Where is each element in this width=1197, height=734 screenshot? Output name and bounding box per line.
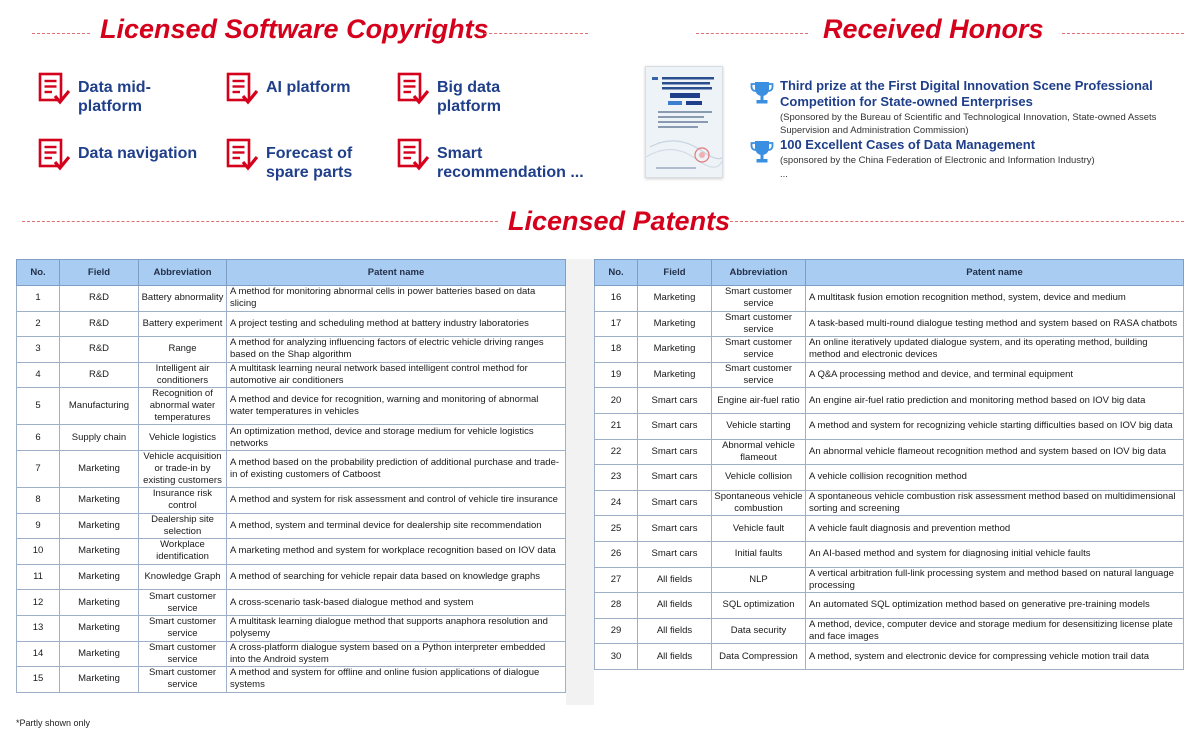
patents-title-rule-right	[730, 221, 1184, 222]
patent-no-cell: 14	[17, 641, 60, 667]
table-row	[17, 286, 566, 312]
software-title-rule-right	[484, 33, 588, 34]
table-row	[17, 667, 566, 693]
patent-abbreviation-cell: Vehicle fault	[712, 516, 806, 542]
patent-field-cell: Marketing	[60, 641, 139, 667]
patent-abbreviation-cell: Smart customer service	[712, 286, 806, 312]
patent-abbreviation-cell: Workplace identification	[139, 539, 227, 565]
patent-no-cell: 16	[595, 286, 638, 312]
patent-abbreviation-cell: SQL optimization	[712, 593, 806, 619]
document-check-icon	[397, 138, 429, 172]
table-row	[17, 487, 566, 513]
patent-abbreviation-cell: Vehicle starting	[712, 413, 806, 439]
table-row	[17, 388, 566, 425]
patent-name-cell: An online iteratively updated dialogue system, and its operating method, building method and electronic devices	[806, 337, 1184, 363]
patent-abbreviation-cell: Data Compression	[712, 644, 806, 670]
table-row	[595, 593, 1184, 619]
patent-field-cell: Marketing	[638, 362, 712, 388]
patent-name-cell: A method and system for offline and online fusion applications of dialogue systems	[227, 667, 566, 693]
patent-field-cell: Marketing	[60, 513, 139, 539]
patent-field-cell: Marketing	[638, 337, 712, 363]
table-row	[595, 618, 1184, 644]
patent-field-cell: R&D	[60, 286, 139, 312]
patent-name-cell: An optimization method, device and storage medium for vehicle logistics networks	[227, 425, 566, 451]
patent-field-cell: Marketing	[638, 311, 712, 337]
patent-abbreviation-cell: Vehicle logistics	[139, 425, 227, 451]
column-header-field: Field	[638, 260, 712, 286]
patent-field-cell: Marketing	[60, 667, 139, 693]
certificate-illustration	[646, 67, 723, 178]
patent-field-cell: Supply chain	[60, 425, 139, 451]
patent-no-cell: 29	[595, 618, 638, 644]
patent-field-cell: Smart cars	[638, 541, 712, 567]
table-row	[17, 425, 566, 451]
patent-abbreviation-cell: Battery abnormality	[139, 286, 227, 312]
patent-name-cell: An engine air-fuel ratio prediction and monitoring method based on IOV big data	[806, 388, 1184, 414]
patent-no-cell: 25	[595, 516, 638, 542]
patent-no-cell: 17	[595, 311, 638, 337]
table-header-row	[595, 260, 1184, 286]
table-row	[17, 615, 566, 641]
table-row	[595, 439, 1184, 465]
patent-field-cell: Manufacturing	[60, 388, 139, 425]
software-title-rule-left	[32, 33, 90, 34]
honor-sponsor: (Sponsored by the Bureau of Scientific and Technological Innovation, State-owned Assets Supervision and Administration Commission)	[780, 112, 1157, 136]
patent-abbreviation-cell: Dealership site selection	[139, 513, 227, 539]
patent-name-cell: A method and system for recognizing vehicle starting difficulties based on IOV big data	[806, 413, 1184, 439]
patent-no-cell: 3	[17, 337, 60, 363]
patent-field-cell: Marketing	[60, 615, 139, 641]
table-row	[17, 450, 566, 487]
honor-text	[780, 137, 1095, 181]
patent-no-cell: 8	[17, 487, 60, 513]
table-row	[17, 362, 566, 388]
patent-abbreviation-cell: Smart customer service	[139, 641, 227, 667]
column-header-no: No.	[595, 260, 638, 286]
patent-name-cell: A method, device, computer device and storage medium for desensitizing license plate and face images	[806, 618, 1184, 644]
table-row	[595, 541, 1184, 567]
table-row	[595, 362, 1184, 388]
table-row	[595, 644, 1184, 670]
patent-abbreviation-cell: Smart customer service	[712, 311, 806, 337]
patent-name-cell: A method based on the probability prediction of additional purchase and trade-in of existing customers of Catboost	[227, 450, 566, 487]
patent-name-cell: An AI-based method and system for diagnosing initial vehicle faults	[806, 541, 1184, 567]
patent-abbreviation-cell: Data security	[712, 618, 806, 644]
patent-name-cell: A vehicle fault diagnosis and prevention method	[806, 516, 1184, 542]
patent-name-cell: A cross-platform dialogue system based on a Python interpreter embedded into the Android system	[227, 641, 566, 667]
table-row	[17, 513, 566, 539]
patent-name-cell: An abnormal vehicle flameout recognition method and system based on IOV big data	[806, 439, 1184, 465]
patent-abbreviation-cell: Intelligent air conditioners	[139, 362, 227, 388]
patent-no-cell: 2	[17, 311, 60, 337]
patent-abbreviation-cell: Engine air-fuel ratio	[712, 388, 806, 414]
patent-no-cell: 5	[17, 388, 60, 425]
table-gap	[566, 259, 594, 705]
patent-abbreviation-cell: Spontaneous vehicle combustion	[712, 490, 806, 516]
patent-abbreviation-cell: NLP	[712, 567, 806, 593]
patent-abbreviation-cell: Vehicle collision	[712, 465, 806, 491]
patent-no-cell: 26	[595, 541, 638, 567]
patent-name-cell: A vehicle collision recognition method	[806, 465, 1184, 491]
table-row	[595, 337, 1184, 363]
trophy-icon	[750, 80, 774, 106]
honor-item-first	[750, 78, 1170, 137]
patent-field-cell: Marketing	[60, 590, 139, 616]
table-row	[17, 539, 566, 565]
software-item-label: Big data platform	[437, 79, 501, 115]
patent-no-cell: 10	[17, 539, 60, 565]
software-item-label: AI platform	[266, 79, 351, 96]
patent-no-cell: 6	[17, 425, 60, 451]
patent-no-cell: 9	[17, 513, 60, 539]
table-row	[595, 567, 1184, 593]
patent-no-cell: 4	[17, 362, 60, 388]
patent-name-cell: A method, system and electronic device for compressing vehicle motion trail data	[806, 644, 1184, 670]
patents-table-left	[16, 259, 566, 693]
patent-no-cell: 24	[595, 490, 638, 516]
patent-name-cell: A vertical arbitration full-link processing system and method based on natural language processing	[806, 567, 1184, 593]
table-row	[17, 311, 566, 337]
trophy-icon	[750, 139, 774, 165]
patent-abbreviation-cell: Smart customer service	[712, 362, 806, 388]
software-item-label: Forecast of spare parts	[266, 145, 353, 181]
honor-title: 100 Excellent Cases of Data Management	[780, 137, 1036, 152]
patent-name-cell: A method for monitoring abnormal cells in power batteries based on data slicing	[227, 286, 566, 312]
table-row	[595, 286, 1184, 312]
patent-name-cell: A cross-scenario task-based dialogue method and system	[227, 590, 566, 616]
document-check-icon	[38, 138, 70, 172]
patent-field-cell: Smart cars	[638, 516, 712, 542]
patent-field-cell: R&D	[60, 362, 139, 388]
patent-name-cell: A multitask fusion emotion recognition method, system, device and medium	[806, 286, 1184, 312]
honor-sponsor: (sponsored by the China Federation of Electronic and Information Industry)	[780, 155, 1095, 166]
patent-field-cell: Smart cars	[638, 413, 712, 439]
patent-name-cell: A marketing method and system for workplace recognition based on IOV data	[227, 539, 566, 565]
patent-no-cell: 7	[17, 450, 60, 487]
patent-field-cell: Smart cars	[638, 490, 712, 516]
patent-name-cell: An automated SQL optimization method based on generative pre-training models	[806, 593, 1184, 619]
column-header-patent-name: Patent name	[806, 260, 1184, 286]
column-header-abbreviation: Abbreviation	[139, 260, 227, 286]
column-header-abbreviation: Abbreviation	[712, 260, 806, 286]
patent-name-cell: A method and system for risk assessment and control of vehicle tire insurance	[227, 487, 566, 513]
column-header-patent-name: Patent name	[227, 260, 566, 286]
patent-abbreviation-cell: Knowledge Graph	[139, 564, 227, 590]
table-row	[17, 337, 566, 363]
software-item-data-mid-platform	[38, 72, 198, 116]
award-certificate-image	[645, 66, 723, 178]
footnote: *Partly shown only	[16, 718, 91, 728]
table-row	[595, 311, 1184, 337]
patents-section-title: Licensed Patents	[508, 206, 731, 236]
patent-name-cell: A multitask learning neural network based intelligent control method for automotive air conditioners	[227, 362, 566, 388]
patent-no-cell: 19	[595, 362, 638, 388]
table-row	[595, 388, 1184, 414]
patent-abbreviation-cell: Smart customer service	[712, 337, 806, 363]
patent-name-cell: A project testing and scheduling method at battery industry laboratories	[227, 311, 566, 337]
patent-field-cell: Marketing	[60, 450, 139, 487]
software-item-smart-recommendation	[397, 138, 592, 182]
patent-field-cell: Marketing	[60, 539, 139, 565]
patent-field-cell: R&D	[60, 311, 139, 337]
patent-name-cell: A method for analyzing influencing factors of electric vehicle driving ranges based on the Shap algorithm	[227, 337, 566, 363]
patent-name-cell: A spontaneous vehicle combustion risk assessment method based on multidimensional sorting and screening	[806, 490, 1184, 516]
patents-title-rule-left	[22, 221, 498, 222]
patent-field-cell: Marketing	[60, 564, 139, 590]
software-item-data-navigation	[38, 138, 213, 172]
honors-title-rule-left	[696, 33, 808, 34]
patent-no-cell: 27	[595, 567, 638, 593]
patent-name-cell: A method of searching for vehicle repair data based on knowledge graphs	[227, 564, 566, 590]
document-check-icon	[397, 72, 429, 106]
software-item-ai-platform	[226, 72, 376, 106]
patent-no-cell: 11	[17, 564, 60, 590]
patent-no-cell: 30	[595, 644, 638, 670]
table-row	[595, 490, 1184, 516]
patent-name-cell: A method and device for recognition, warning and monitoring of abnormal water temperatures in vehicles	[227, 388, 566, 425]
patent-no-cell: 23	[595, 465, 638, 491]
patent-field-cell: Smart cars	[638, 439, 712, 465]
patent-field-cell: Marketing	[60, 487, 139, 513]
patent-field-cell: All fields	[638, 618, 712, 644]
patents-rows-right	[595, 286, 1184, 670]
patent-no-cell: 20	[595, 388, 638, 414]
patent-no-cell: 1	[17, 286, 60, 312]
software-item-forecast-spare-parts	[226, 138, 376, 182]
patent-abbreviation-cell: Vehicle acquisition or trade-in by existing customers	[139, 450, 227, 487]
patent-no-cell: 28	[595, 593, 638, 619]
patent-no-cell: 15	[17, 667, 60, 693]
patent-field-cell: Smart cars	[638, 465, 712, 491]
patent-no-cell: 18	[595, 337, 638, 363]
software-section-title: Licensed Software Copyrights	[100, 14, 489, 44]
table-row	[17, 564, 566, 590]
patent-field-cell: All fields	[638, 593, 712, 619]
patent-no-cell: 22	[595, 439, 638, 465]
table-header-row	[17, 260, 566, 286]
patent-no-cell: 12	[17, 590, 60, 616]
patent-abbreviation-cell: Abnormal vehicle flameout	[712, 439, 806, 465]
table-row	[17, 590, 566, 616]
honor-text	[780, 78, 1170, 137]
patent-name-cell: A multitask learning dialogue method that supports anaphora resolution and polysemy	[227, 615, 566, 641]
software-item-label: Data mid-platform	[78, 79, 151, 115]
patents-rows-left	[17, 286, 566, 693]
patent-field-cell: All fields	[638, 567, 712, 593]
column-header-field: Field	[60, 260, 139, 286]
software-item-label: Smart recommendation ...	[437, 145, 584, 181]
patent-abbreviation-cell: Recognition of abnormal water temperatures	[139, 388, 227, 425]
software-item-big-data-platform	[397, 72, 547, 116]
table-row	[595, 465, 1184, 491]
patent-name-cell: A task-based multi-round dialogue testing method and system based on RASA chatbots	[806, 311, 1184, 337]
table-row	[17, 641, 566, 667]
patent-no-cell: 21	[595, 413, 638, 439]
document-check-icon	[226, 72, 258, 106]
patent-no-cell: 13	[17, 615, 60, 641]
patent-abbreviation-cell: Insurance risk control	[139, 487, 227, 513]
patent-abbreviation-cell: Initial faults	[712, 541, 806, 567]
patent-field-cell: Smart cars	[638, 388, 712, 414]
patent-abbreviation-cell: Battery experiment	[139, 311, 227, 337]
column-header-no: No.	[17, 260, 60, 286]
patent-field-cell: All fields	[638, 644, 712, 670]
honors-title-rule-right	[1062, 33, 1184, 34]
document-check-icon	[226, 138, 258, 172]
patent-name-cell: A method, system and terminal device for dealership site recommendation	[227, 513, 566, 539]
patent-abbreviation-cell: Range	[139, 337, 227, 363]
patent-abbreviation-cell: Smart customer service	[139, 615, 227, 641]
patent-field-cell: R&D	[60, 337, 139, 363]
patent-abbreviation-cell: Smart customer service	[139, 590, 227, 616]
honor-item-second	[750, 137, 1170, 181]
honor-ellipsis: ...	[780, 169, 788, 180]
honor-title: Third prize at the First Digital Innovation Scene Professional Competition for State-owned Enterprises	[780, 78, 1153, 109]
table-row	[595, 516, 1184, 542]
honors-section-title: Received Honors	[823, 14, 1044, 44]
patent-field-cell: Marketing	[638, 286, 712, 312]
software-item-label: Data navigation	[78, 145, 198, 162]
patents-table-right	[594, 259, 1184, 670]
patent-name-cell: A Q&A processing method and device, and terminal equipment	[806, 362, 1184, 388]
patent-abbreviation-cell: Smart customer service	[139, 667, 227, 693]
table-row	[595, 413, 1184, 439]
document-check-icon	[38, 72, 70, 106]
